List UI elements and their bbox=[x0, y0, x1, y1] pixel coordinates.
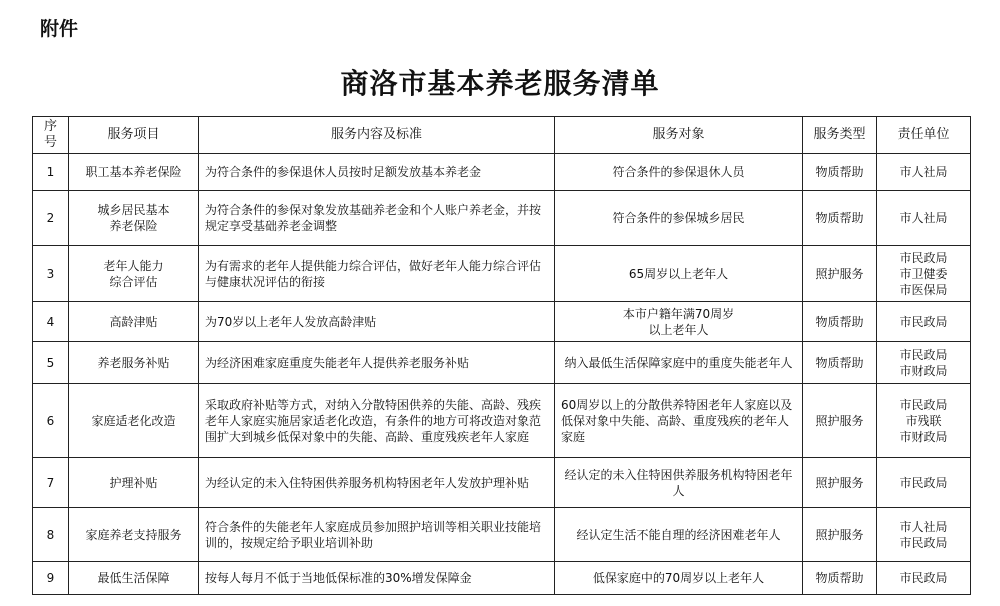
row-no: 3 bbox=[33, 246, 69, 302]
table-row bbox=[33, 191, 971, 246]
row-unit: 市民政局 bbox=[877, 302, 971, 342]
attachment-label: 附件 bbox=[40, 18, 79, 40]
header-unit: 责任单位 bbox=[877, 117, 971, 154]
row-type: 照护服务 bbox=[803, 508, 877, 562]
row-target: 经认定的未入住特困供养服务机构特困老年人 bbox=[555, 458, 803, 508]
row-target: 纳入最低生活保障家庭中的重度失能老年人 bbox=[555, 342, 803, 384]
row-target: 符合条件的参保城乡居民 bbox=[555, 191, 803, 246]
row-unit: 市民政局 市财政局 bbox=[877, 342, 971, 384]
row-item: 家庭适老化改造 bbox=[69, 384, 199, 458]
row-item: 最低生活保障 bbox=[69, 562, 199, 595]
row-type: 物质帮助 bbox=[803, 302, 877, 342]
row-content: 为有需求的老年人提供能力综合评估，做好老年人能力综合评估与健康状况评估的衔接 bbox=[199, 246, 555, 302]
row-no: 2 bbox=[33, 191, 69, 246]
header-no: 序号 bbox=[33, 117, 69, 154]
row-unit: 市民政局 bbox=[877, 562, 971, 595]
row-type: 物质帮助 bbox=[803, 154, 877, 191]
row-unit: 市民政局 市残联 市财政局 bbox=[877, 384, 971, 458]
header-content: 服务内容及标准 bbox=[199, 117, 555, 154]
row-unit: 市人社局 bbox=[877, 154, 971, 191]
table-header bbox=[33, 117, 971, 154]
table-row bbox=[33, 508, 971, 562]
row-content: 为经济困难家庭重度失能老年人提供养老服务补贴 bbox=[199, 342, 555, 384]
row-unit: 市人社局 市民政局 bbox=[877, 508, 971, 562]
row-item: 护理补贴 bbox=[69, 458, 199, 508]
row-content: 符合条件的失能老年人家庭成员参加照护培训等相关职业技能培训的，按规定给予职业培训补助 bbox=[199, 508, 555, 562]
row-item: 高龄津贴 bbox=[69, 302, 199, 342]
row-type: 照护服务 bbox=[803, 246, 877, 302]
document-title: 商洛市基本养老服务清单 bbox=[340, 67, 660, 100]
row-content: 为符合条件的参保对象发放基础养老金和个人账户养老金，并按规定享受基础养老金调整 bbox=[199, 191, 555, 246]
header-target: 服务对象 bbox=[555, 117, 803, 154]
row-no: 1 bbox=[33, 154, 69, 191]
row-no: 6 bbox=[33, 384, 69, 458]
row-type: 物质帮助 bbox=[803, 562, 877, 595]
row-no: 8 bbox=[33, 508, 69, 562]
row-item: 家庭养老支持服务 bbox=[69, 508, 199, 562]
row-target: 65周岁以上老年人 bbox=[555, 246, 803, 302]
row-no: 9 bbox=[33, 562, 69, 595]
table-row bbox=[33, 458, 971, 508]
row-unit: 市民政局 市卫健委 市医保局 bbox=[877, 246, 971, 302]
row-type: 物质帮助 bbox=[803, 342, 877, 384]
table-row bbox=[33, 342, 971, 384]
row-no: 4 bbox=[33, 302, 69, 342]
table-row bbox=[33, 246, 971, 302]
header-type: 服务类型 bbox=[803, 117, 877, 154]
row-unit: 市民政局 bbox=[877, 458, 971, 508]
table-row bbox=[33, 302, 971, 342]
row-content: 采取政府补贴等方式，对纳入分散特困供养的失能、高龄、残疾老年人家庭实施居家适老化改造，有条件的地方可将改造对象范围扩大到城乡低保对象中的失能、高龄、重度残疾老年人家庭 bbox=[199, 384, 555, 458]
row-type: 照护服务 bbox=[803, 458, 877, 508]
row-unit: 市人社局 bbox=[877, 191, 971, 246]
row-target: 本市户籍年满70周岁 以上老年人 bbox=[555, 302, 803, 342]
row-type: 照护服务 bbox=[803, 384, 877, 458]
row-target: 60周岁以上的分散供养特困老年人家庭以及低保对象中失能、高龄、重度残疾的老年人家庭 bbox=[555, 384, 803, 458]
table-row bbox=[33, 562, 971, 595]
row-no: 5 bbox=[33, 342, 69, 384]
row-content: 为70岁以上老年人发放高龄津贴 bbox=[199, 302, 555, 342]
service-list-table bbox=[32, 116, 971, 595]
row-item: 养老服务补贴 bbox=[69, 342, 199, 384]
row-target: 低保家庭中的70周岁以上老年人 bbox=[555, 562, 803, 595]
table-row bbox=[33, 154, 971, 191]
row-item: 老年人能力 综合评估 bbox=[69, 246, 199, 302]
table-row bbox=[33, 384, 971, 458]
row-type: 物质帮助 bbox=[803, 191, 877, 246]
header-row bbox=[33, 117, 971, 154]
header-item: 服务项目 bbox=[69, 117, 199, 154]
row-content: 为经认定的未入住特困供养服务机构特困老年人发放护理补贴 bbox=[199, 458, 555, 508]
row-content: 为符合条件的参保退休人员按时足额发放基本养老金 bbox=[199, 154, 555, 191]
row-content: 按每人每月不低于当地低保标准的30%增发保障金 bbox=[199, 562, 555, 595]
row-no: 7 bbox=[33, 458, 69, 508]
row-target: 经认定生活不能自理的经济困难老年人 bbox=[555, 508, 803, 562]
row-item: 职工基本养老保险 bbox=[69, 154, 199, 191]
row-target: 符合条件的参保退休人员 bbox=[555, 154, 803, 191]
row-item: 城乡居民基本 养老保险 bbox=[69, 191, 199, 246]
table-body bbox=[33, 154, 971, 595]
